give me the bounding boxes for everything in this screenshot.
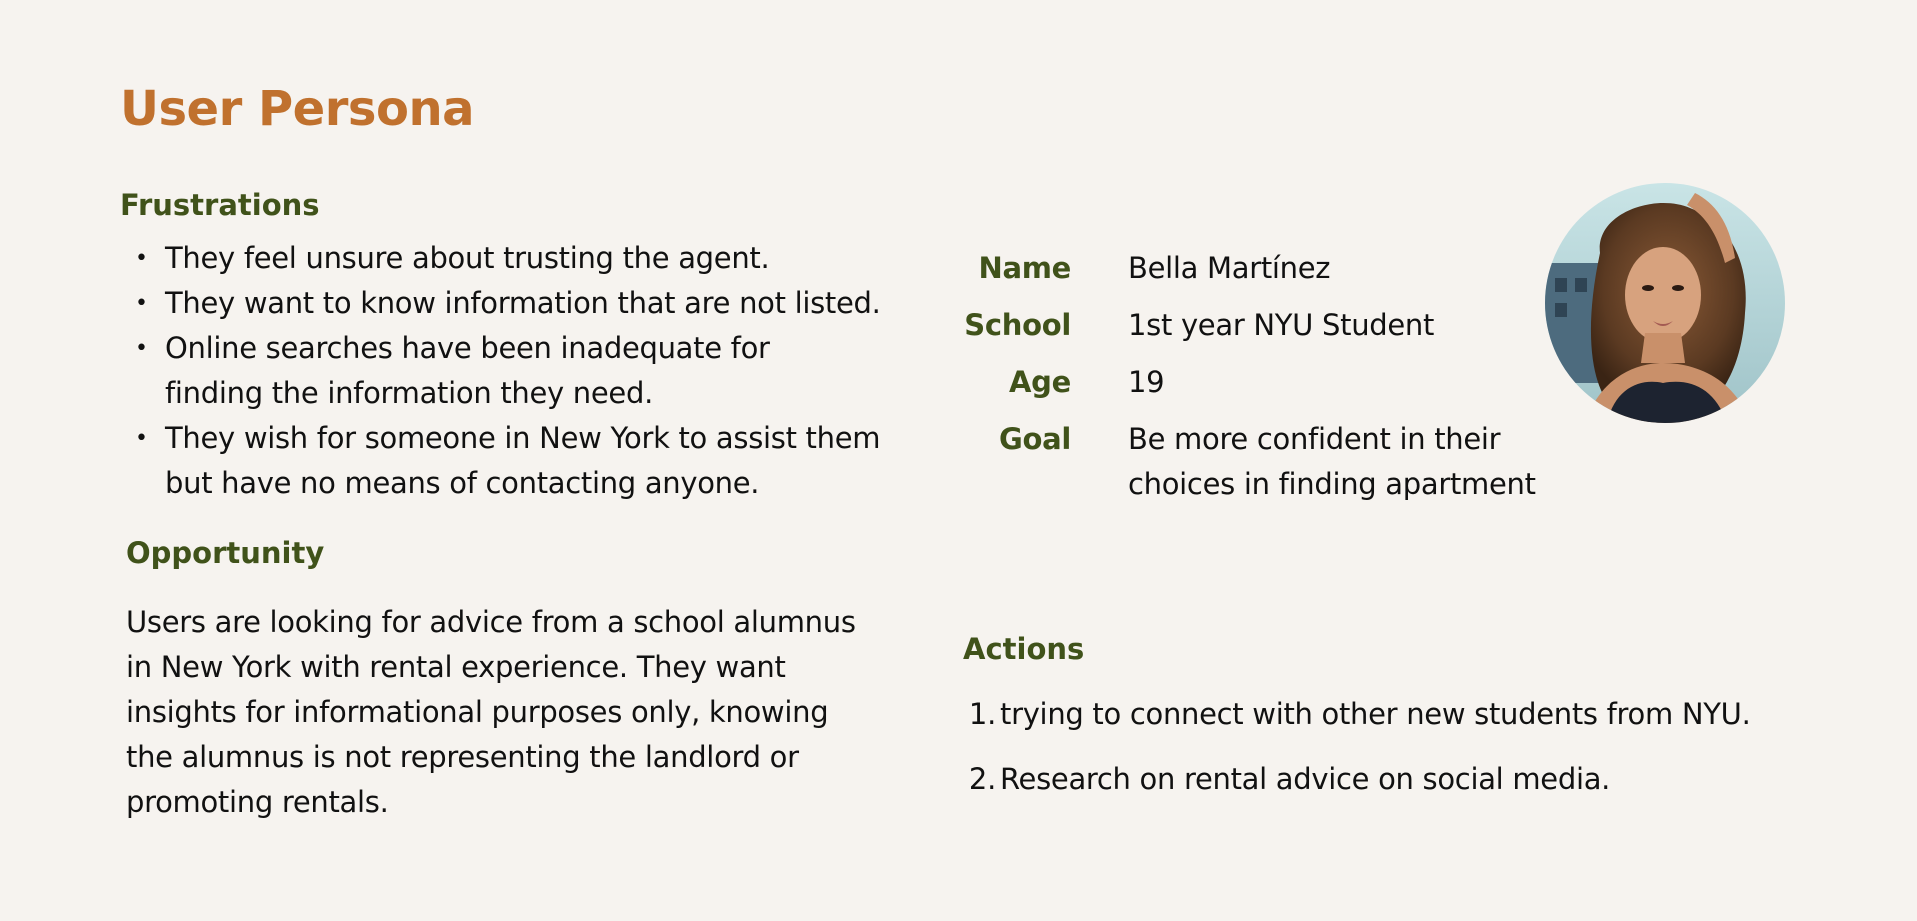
- name-value: Bella Martínez: [1128, 251, 1331, 285]
- bullet-icon: •: [135, 291, 148, 316]
- frustrations-list: [135, 236, 945, 506]
- opportunity-text: Users are looking for advice from a school alumnus in New York with rental experience. They want insights for informational purposes only, knowing the alumnus is not representing the landlord or promoting rentals.: [126, 605, 856, 819]
- bullet-icon: •: [135, 426, 148, 451]
- profile-row-goal: [940, 417, 1598, 517]
- opportunity-heading: Opportunity: [126, 536, 325, 570]
- frustration-text: They wish for someone in New York to assist them but have no means of contacting anyone.: [165, 421, 881, 500]
- age-label: Age: [1009, 365, 1071, 399]
- frustration-text: Online searches have been inadequate for finding the information they need.: [165, 331, 770, 410]
- school-value: 1st year NYU Student: [1128, 308, 1435, 342]
- action-number: 1.: [968, 697, 996, 731]
- action-number: 2.: [968, 762, 996, 796]
- profile-row-school: [940, 303, 1598, 360]
- goal-label: Goal: [998, 422, 1071, 456]
- school-label: School: [964, 308, 1071, 342]
- action-text: Research on rental advice on social media.: [1000, 762, 1611, 796]
- avatar: [1545, 183, 1785, 423]
- list-item: [135, 416, 945, 506]
- action-text: trying to connect with other new students from NYU.: [1000, 697, 1751, 731]
- profile-row-age: [940, 360, 1598, 417]
- goal-value: Be more confident in their choices in finding apartment: [1128, 422, 1536, 501]
- actions-heading: Actions: [963, 632, 1085, 666]
- frustrations-heading: Frustrations: [120, 188, 320, 222]
- list-item: [135, 326, 945, 416]
- frustration-text: They want to know information that are not listed.: [165, 286, 881, 320]
- profile-row-name: [940, 246, 1598, 303]
- list-item: [135, 236, 945, 281]
- bullet-icon: •: [135, 246, 148, 271]
- frustration-text: They feel unsure about trusting the agent.: [165, 241, 770, 275]
- list-item: [135, 281, 945, 326]
- name-label: Name: [978, 251, 1071, 285]
- bullet-icon: •: [135, 336, 148, 361]
- actions-list: [963, 692, 1863, 822]
- list-item: [963, 692, 1863, 737]
- profile-info: [940, 246, 1598, 517]
- page-title: User Persona: [120, 81, 474, 137]
- age-value: 19: [1128, 365, 1165, 399]
- persona-photo-icon: [1545, 183, 1785, 423]
- list-item: [963, 757, 1863, 802]
